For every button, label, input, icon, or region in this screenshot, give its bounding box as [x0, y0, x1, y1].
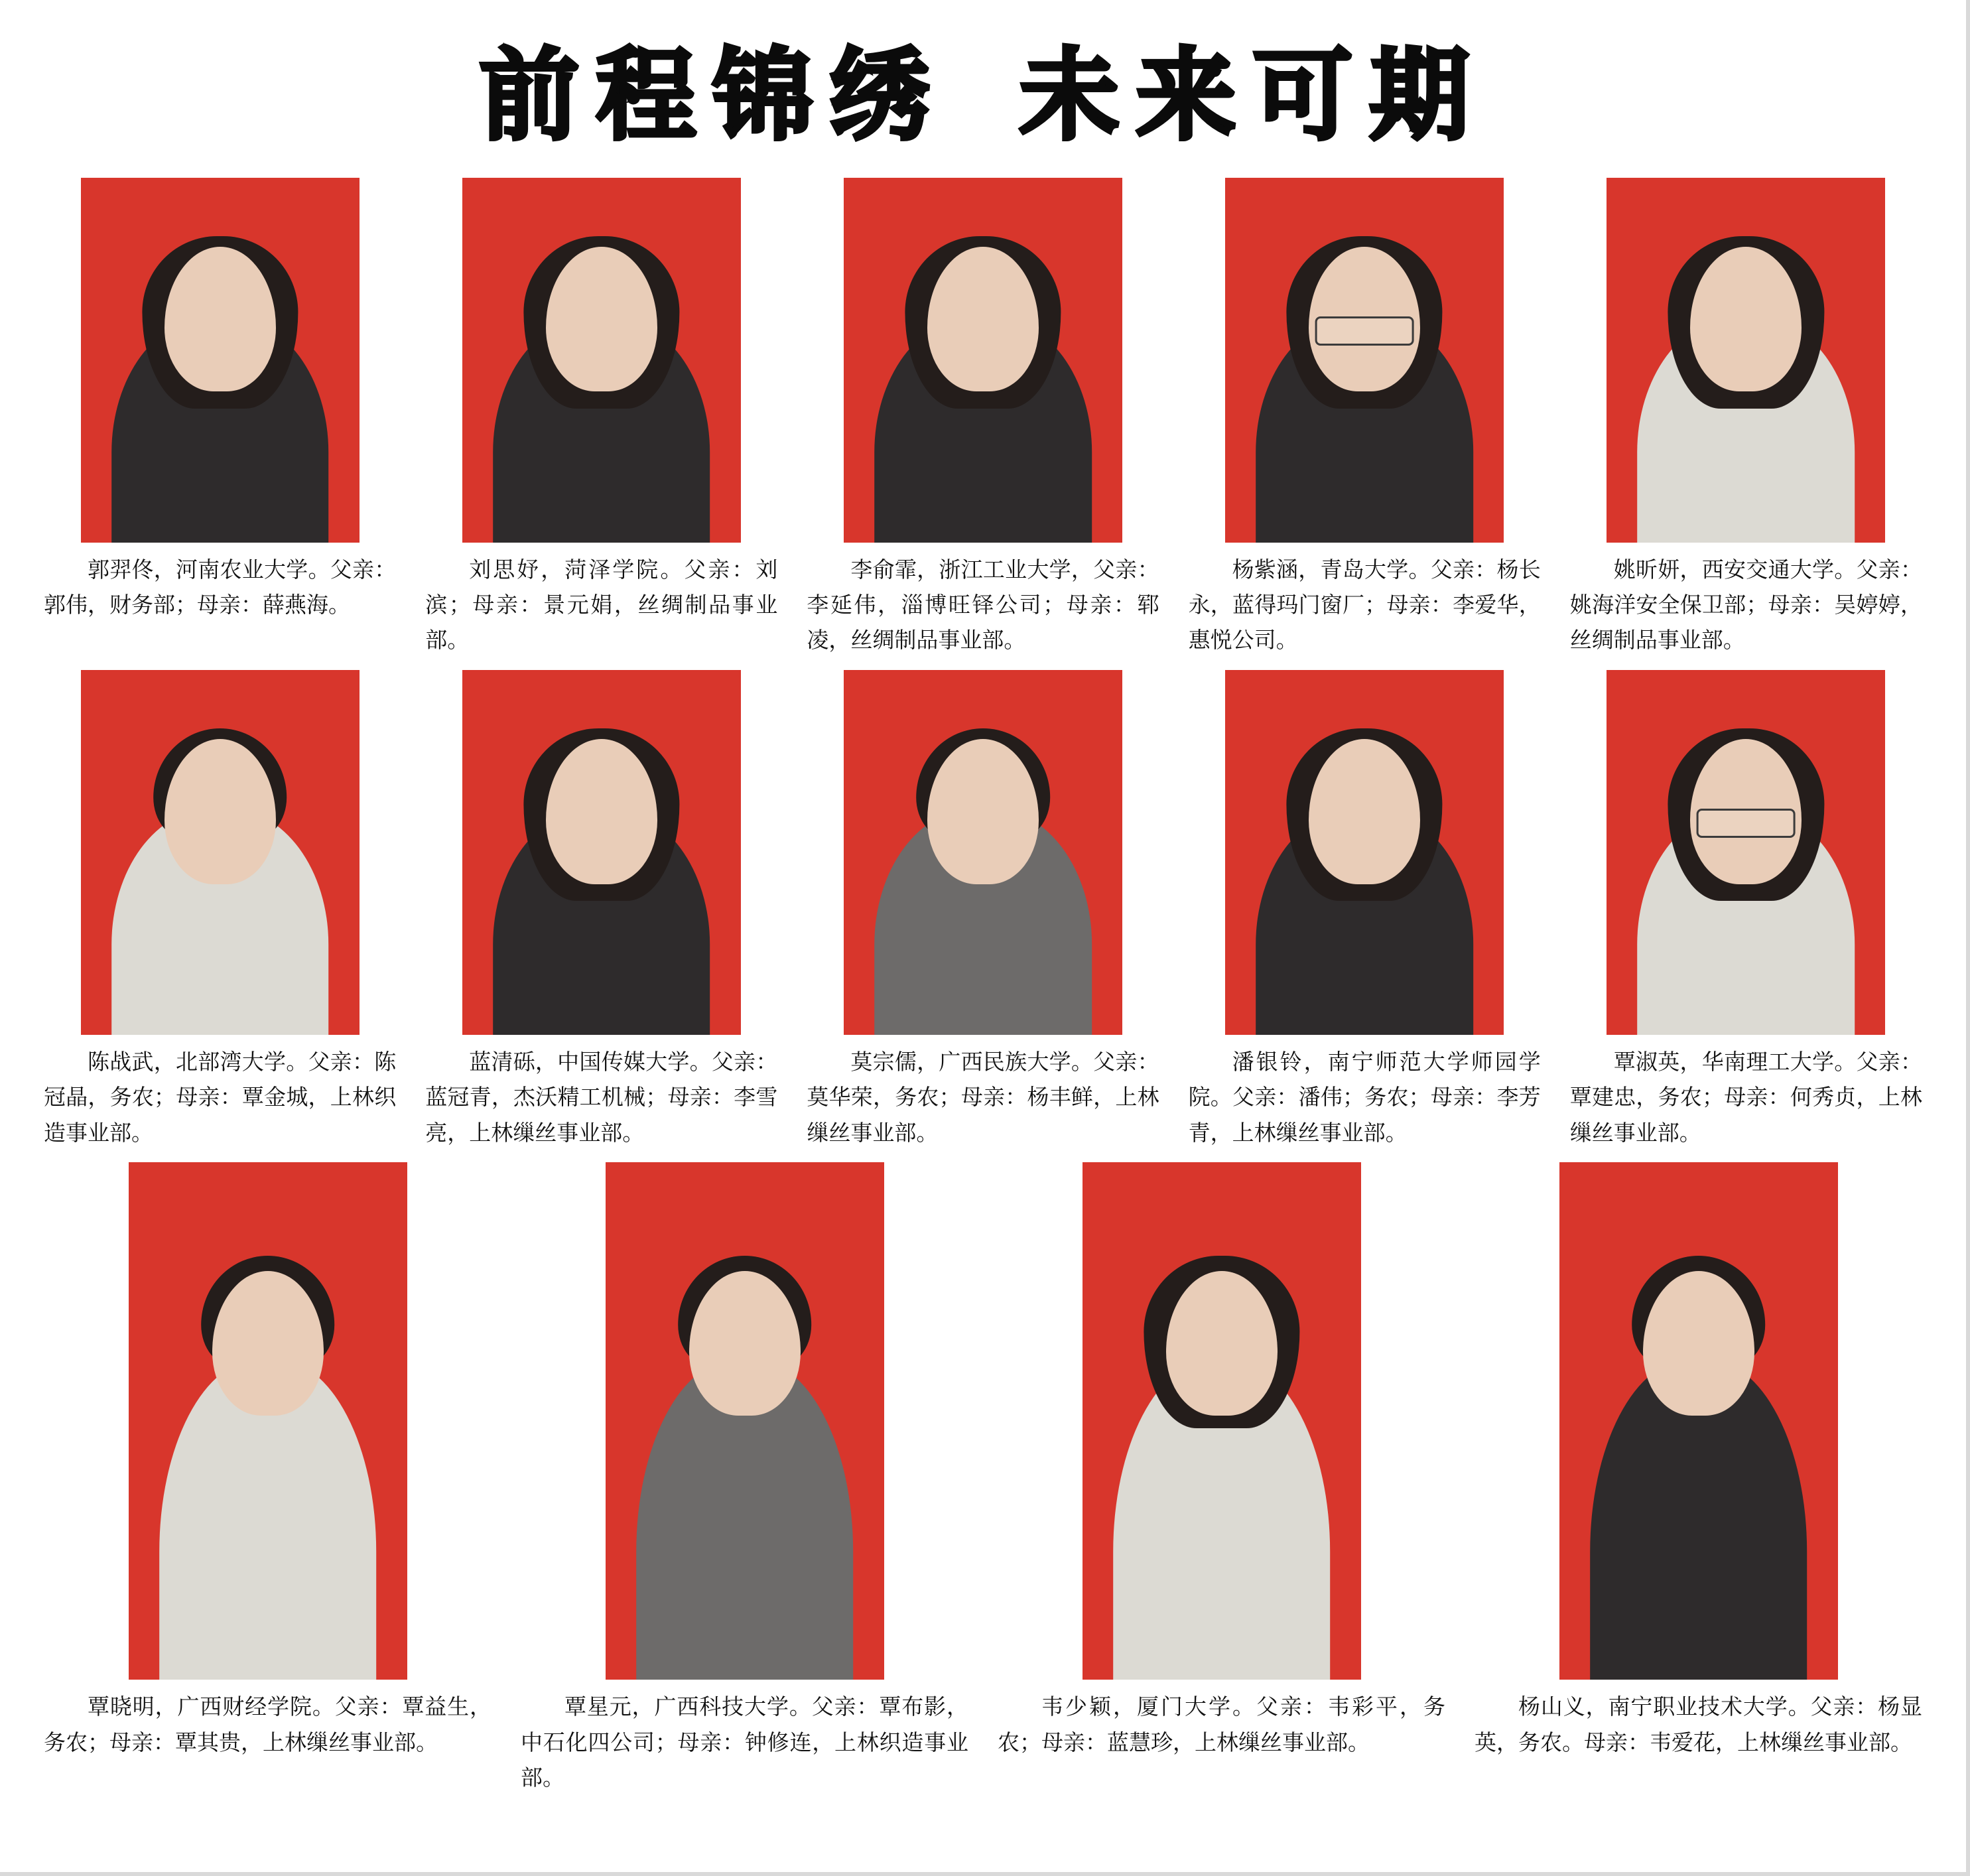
- student-card: [411, 670, 792, 1150]
- student-caption: 陈战武，北部湾大学。父亲：陈冠晶，务农；母亲：覃金城，上林织造事业部。: [44, 1048, 397, 1146]
- student-card: [1174, 670, 1555, 1150]
- student-caption: 杨紫涵，青岛大学。父亲：杨长永，蓝得玛门窗厂；母亲：李爱华，惠悦公司。: [1188, 556, 1541, 653]
- portrait-glasses: [1697, 809, 1796, 838]
- page-title-left: 前程锦绣: [479, 38, 947, 154]
- student-card: [1174, 178, 1555, 658]
- student-caption: 杨山义，南宁职业技术大学。父亲：杨显英，务农。母亲：韦爱花，上林缫丝事业部。: [1475, 1694, 1922, 1755]
- student-caption: 覃星元，广西科技大学。父亲：覃布影，中石化四公司；母亲：钟修连，上林织造事业部。: [521, 1694, 968, 1791]
- student-grid: [0, 178, 1966, 1796]
- student-row: [29, 670, 1937, 1150]
- student-portrait: [844, 670, 1122, 1035]
- student-portrait: [81, 178, 360, 543]
- student-caption: 李俞霏，浙江工业大学，父亲：李延伟，淄博旺铎公司；母亲：郓凌，丝绸制品事业部。: [807, 556, 1159, 653]
- student-card: [506, 1162, 983, 1795]
- student-portrait: [1083, 1162, 1361, 1680]
- student-caption: 蓝清砾，中国传媒大学。父亲：蓝冠青，杰沃精工机械；母亲：李雪亮，上林缫丝事业部。: [425, 1048, 778, 1146]
- student-caption: 覃晓明，广西财经学院。父亲：覃益生，务农；母亲：覃其贵，上林缫丝事业部。: [44, 1694, 492, 1755]
- student-row: [29, 1162, 1937, 1795]
- student-card: [792, 178, 1173, 658]
- student-card: [411, 178, 792, 658]
- student-card: [792, 670, 1173, 1150]
- student-caption: 覃淑英，华南理工大学。父亲：覃建忠，务农；母亲：何秀贞，上林缫丝事业部。: [1569, 1048, 1922, 1146]
- student-portrait: [81, 670, 360, 1035]
- page-title: [0, 0, 1966, 178]
- student-caption: 莫宗儒，广西民族大学。父亲：莫华荣，务农；母亲：杨丰鲜，上林缫丝事业部。: [807, 1048, 1159, 1146]
- student-portrait: [129, 1162, 407, 1680]
- student-card: [1460, 1162, 1937, 1760]
- student-portrait: [1225, 670, 1504, 1035]
- student-portrait: [462, 178, 741, 543]
- student-portrait: [1225, 178, 1504, 543]
- student-card: [1555, 670, 1937, 1150]
- student-caption: 韦少颖，厦门大学。父亲：韦彩平，务农；母亲：蓝慧珍，上林缫丝事业部。: [998, 1694, 1445, 1755]
- student-caption: 潘银铃，南宁师范大学师园学院。父亲：潘伟；务农；母亲：李芳青，上林缫丝事业部。: [1188, 1048, 1541, 1146]
- student-card: [983, 1162, 1460, 1760]
- student-caption: 刘思妤，菏泽学院。父亲：刘滨；母亲：景元娟，丝绸制品事业部。: [425, 556, 778, 653]
- student-caption: 姚昕妍，西安交通大学。父亲：姚海洋安全保卫部；母亲：吴婷婷，丝绸制品事业部。: [1569, 556, 1922, 653]
- student-portrait: [1607, 670, 1885, 1035]
- student-portrait: [1559, 1162, 1838, 1680]
- student-portrait: [844, 178, 1122, 543]
- student-card: [29, 178, 411, 623]
- student-row: [29, 178, 1937, 658]
- portrait-glasses: [1315, 316, 1414, 346]
- student-card: [29, 1162, 506, 1760]
- student-card: [29, 670, 411, 1150]
- student-portrait: [606, 1162, 884, 1680]
- page-title-right: 未来可期: [1019, 38, 1487, 154]
- student-portrait: [1607, 178, 1885, 543]
- student-card: [1555, 178, 1937, 658]
- student-portrait: [462, 670, 741, 1035]
- student-caption: 郭羿佟，河南农业大学。父亲：郭伟，财务部；母亲：薛燕海。: [44, 556, 397, 618]
